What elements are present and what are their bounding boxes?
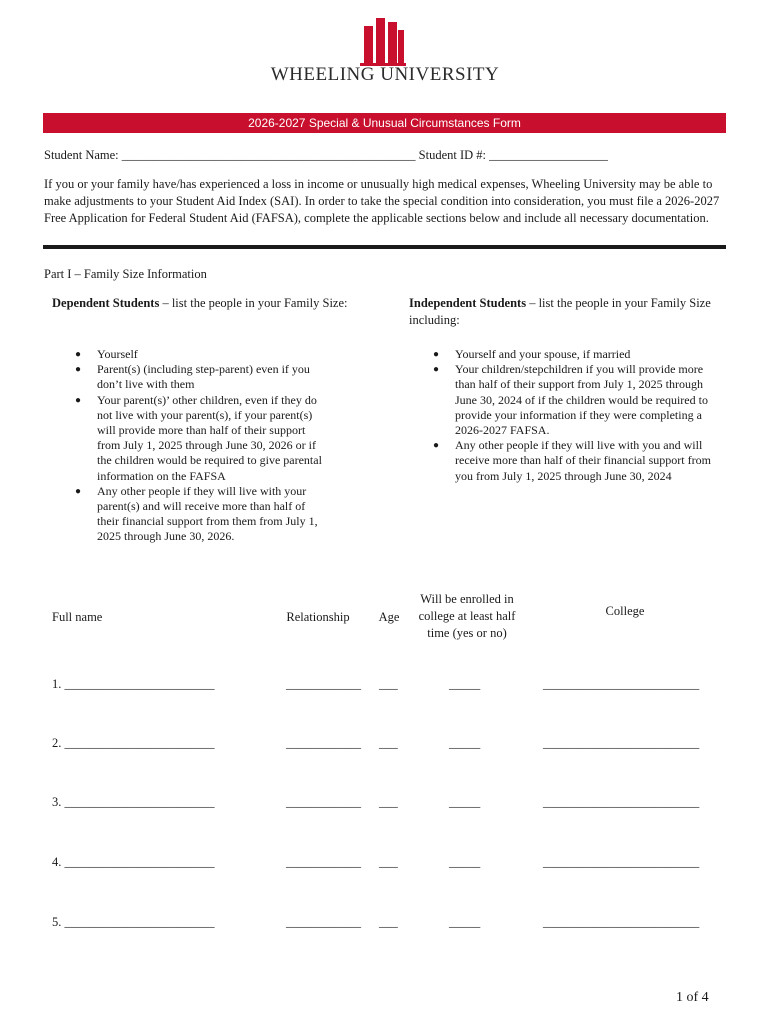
student-name-label: Student Name: — [44, 148, 122, 162]
row-1-name[interactable]: 1. ________________________ — [52, 677, 215, 691]
row-1-enrolled[interactable]: _____ — [449, 677, 481, 691]
row-2-name[interactable]: 2. ________________________ — [52, 736, 215, 750]
dependent-list — [75, 347, 322, 545]
row-5-college[interactable]: _________________________ — [543, 915, 700, 929]
header-full-name: Full name — [52, 610, 103, 624]
dependent-heading-bold: Dependent Students — [52, 296, 160, 310]
intro-paragraph: If you or your family have/has experienced a loss in income or unusually high medical expenses, Wheeling University may be able to make adjustments to your Student Aid Index (SAI). In order to take the special condition into consideration, you must file a 2026-2027 Free Application for Federal Student Aid (FAFSA), complete the applicable sections below and include all necessary documentation. — [44, 177, 720, 225]
independent-heading-bold: Independent Students — [409, 296, 527, 310]
independent-heading — [409, 295, 729, 329]
row-3-enrolled[interactable]: _____ — [449, 795, 481, 809]
form-title-banner: 2026-2027 Special & Unusual Circumstances Form — [43, 113, 726, 133]
page-number: 1 of 4 — [676, 990, 709, 1005]
row-5-name[interactable]: 5. ________________________ — [52, 915, 215, 929]
student-id-field[interactable]: ___________________ — [489, 148, 608, 162]
list-item: ● Yourself — [75, 347, 138, 361]
part1-heading: Part I – Family Size Information — [44, 267, 207, 281]
header-enrolled: Will be enrolled in college at least half time (yes or no) — [418, 592, 516, 640]
row-3-age[interactable]: ___ — [379, 795, 398, 809]
row-5-age[interactable]: ___ — [379, 915, 398, 929]
section-divider — [43, 245, 726, 249]
row-3-relationship[interactable]: ____________ — [286, 795, 361, 809]
header-college: College — [605, 604, 645, 618]
row-1-age[interactable]: ___ — [379, 677, 398, 691]
row-5-enrolled[interactable]: _____ — [449, 915, 481, 929]
list-item: ● Any other people if they will live with you and will receive more than half of their financial support from you from July 1, 2025 through June 30, 2024 — [433, 438, 711, 483]
header-age: Age — [378, 610, 400, 624]
row-1-relationship[interactable]: ____________ — [286, 677, 361, 691]
row-3-college[interactable]: _________________________ — [543, 795, 700, 809]
row-4-enrolled[interactable]: _____ — [449, 855, 481, 869]
independent-list — [433, 347, 725, 484]
student-name-field[interactable]: _______________________________________________ — [121, 148, 416, 162]
dependent-heading — [52, 295, 352, 312]
list-item: ● Your parent(s)’ other children, even if they do not live with your parent(s), if your parent(s) will provide more than half of their support from July 1, 2025 through June 30, 2026 or if the children would be required to give parental information on the FAFSA — [75, 392, 322, 483]
row-3-name[interactable]: 3. ________________________ — [52, 795, 215, 809]
row-4-name[interactable]: 4. ________________________ — [52, 855, 215, 869]
header-relationship: Relationship — [286, 610, 350, 624]
row-1-college[interactable]: _________________________ — [543, 677, 700, 691]
dependent-heading-rest: – list the people in your Family Size: — [159, 296, 348, 310]
row-4-college[interactable]: _________________________ — [543, 855, 700, 869]
student-id-label: Student ID #: — [415, 148, 490, 162]
row-5-relationship[interactable]: ____________ — [286, 915, 361, 929]
row-2-enrolled[interactable]: _____ — [449, 736, 481, 750]
student-info-line — [44, 147, 608, 164]
independent-heading-rest: – list the people in your Family Size including: — [409, 296, 711, 327]
row-2-age[interactable]: ___ — [379, 736, 398, 750]
list-item: ● Parent(s) (including step-parent) even if you don’t live with them — [75, 362, 310, 392]
university-logo-icon — [360, 16, 406, 66]
row-4-relationship[interactable]: ____________ — [286, 855, 361, 869]
row-4-age[interactable]: ___ — [379, 855, 398, 869]
row-2-relationship[interactable]: ____________ — [286, 736, 361, 750]
row-2-college[interactable]: _________________________ — [543, 736, 700, 750]
list-item: ● Your children/stepchildren if you will provide more than half of their support from July 1, 2025 through June 30, 2024 of if the children would be required to provide your information if they were completing a 2026-2027 FAFSA. — [433, 362, 708, 438]
university-name: WHEELING UNIVERSITY — [270, 64, 500, 85]
list-item: ● Any other people if they will live with your parent(s) and will receive more than half of their financial support from them from July 1, 2025 through June 30, 2026. — [75, 483, 318, 544]
list-item: ● Yourself and your spouse, if married — [433, 347, 631, 361]
